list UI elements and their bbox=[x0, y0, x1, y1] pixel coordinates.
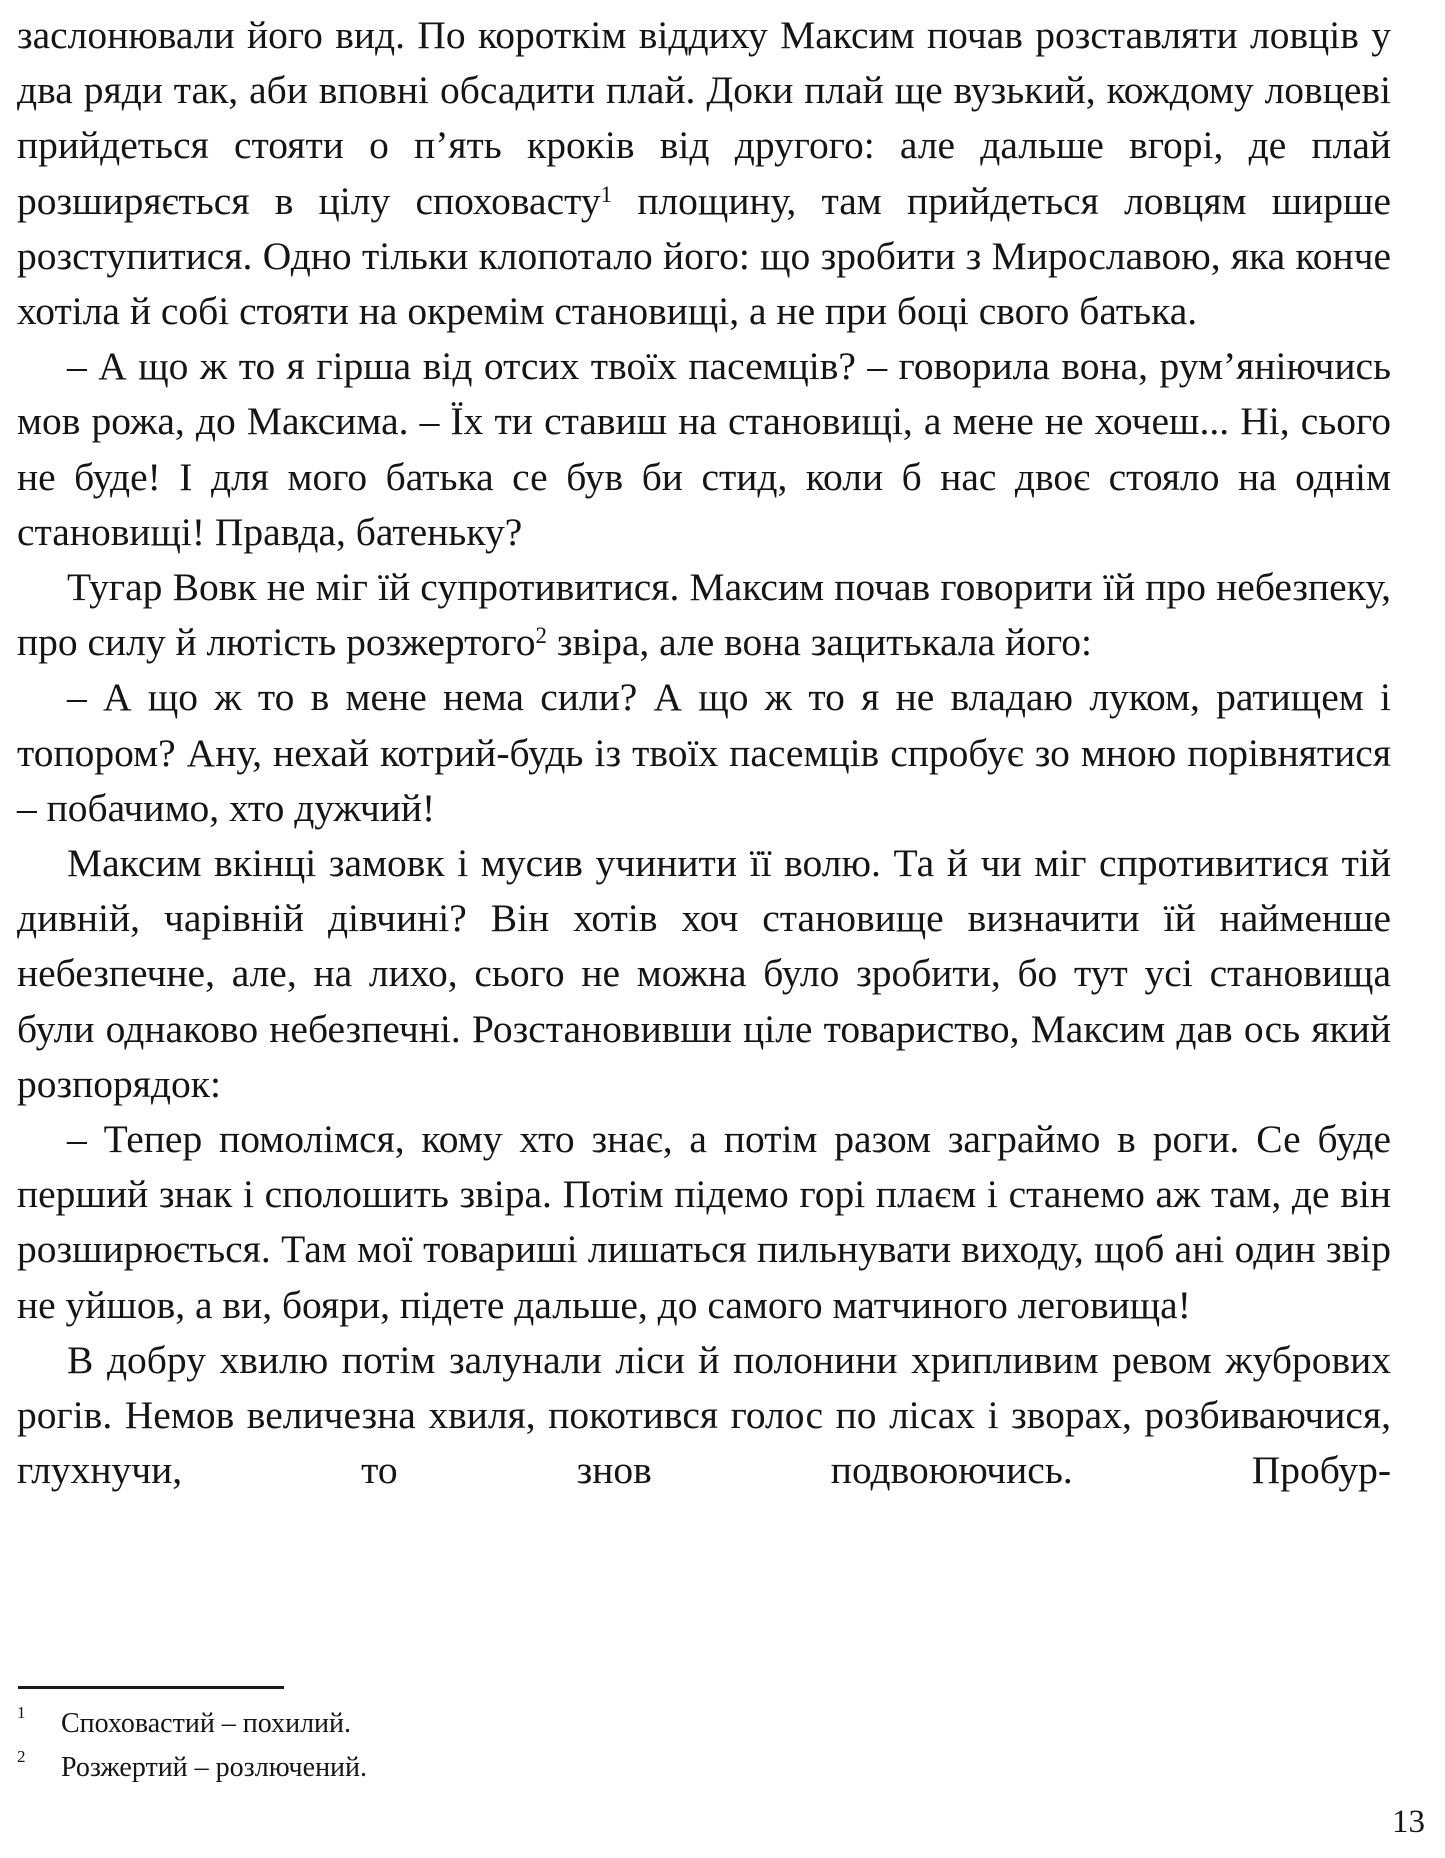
footnote-text: Споховастий – похилий. bbox=[61, 1708, 352, 1739]
footnote-text: Розжертий – розлючений. bbox=[61, 1752, 368, 1783]
footnote-list bbox=[17, 1702, 1391, 1790]
paragraph: – А що ж то я гірша від отсих твоїх пасемців? – говорила вона, рум’яніючись мов рожа, до Максима. – Їх ти ставиш на становищі, а мене не хочеш... Ні, сього не буде! І для мого батька се був би стид, коли б нас двоє стояло на однім становищі! Правда, батеньку? bbox=[17, 344, 1391, 554]
paragraph: заслонювали його вид. По короткім віддиху Максим почав розставляти ловців у два ряди так, аби вповні обсадити плай. Доки плай ще вузький, кождому ловцеві прийдеться стояти о п’ять кроків від другого: але дальше вгорі, де плай розширяється в цілу споховасту$^1$ площину, там прийдеться ловцям ширше розступитися. Одно тільки клопотало його: що зробити з Мирославою, яка конче хотіла й собі стояти на окремім становищі, а не при боці свого батька. bbox=[17, 13, 1391, 334]
page-number: 13 bbox=[1392, 1804, 1425, 1840]
paragraph: Максим вкінці замовк і мусив учинити її волю. Та й чи міг спротивитися тій дивній, чарівній дівчині? Він хотів хоч становище визначити їй найменше небезпечне, але, на лихо, сього не можна було зробити, бо тут усі становища були однаково небезпечні. Розстановивши ціле товариство, Максим дав ось який розпорядок: bbox=[17, 841, 1391, 1106]
footnote-item bbox=[17, 1702, 1391, 1746]
footnote-item bbox=[17, 1746, 1391, 1790]
footnote-separator-rule bbox=[18, 1686, 284, 1689]
paragraph: Тугар Вовк не міг їй супротивитися. Максим почав говорити їй про небезпеку, про силу й лютість розжертого$^2$ звіра, але вона зацитькала його: bbox=[17, 565, 1391, 665]
footnote-reference[interactable]: 1 bbox=[600, 181, 613, 207]
footnote-reference[interactable]: 2 bbox=[535, 623, 547, 649]
paragraph: В добру хвилю потім залунали ліси й полонини хрипливим ревом жубрових рогів. Немов величезна хвиля, покотився голос по лісах і зворах, розбиваючися, глухнучи, то знов подвоюючись. Пробур- bbox=[17, 1337, 1391, 1493]
paragraph: – Тепер помолімся, кому хто знає, а потім разом заграймо в роги. Се буде перший знак і сполошить звіра. Потім підемо горі плаєм і станемо аж там, де він розширюється. Там мої товариші лишаться пильнувати виходу, щоб ані один звір не уйшов, а ви, бояри, підете дальше, до самого матчиного леговища! bbox=[17, 1117, 1391, 1327]
body-text-column bbox=[17, 8, 1391, 1498]
paragraph: – А що ж то в мене нема сили? А що ж то я не владаю луком, ратищем і топором? Ану, нехай котрий-будь із твоїх пасемців спробує зо мною порівнятися – побачимо, хто дужчий! bbox=[17, 675, 1391, 830]
footnote-marker: 2 bbox=[17, 1746, 26, 1766]
footnotes-section bbox=[17, 1686, 1391, 1790]
footnote-marker: 1 bbox=[17, 1702, 26, 1722]
